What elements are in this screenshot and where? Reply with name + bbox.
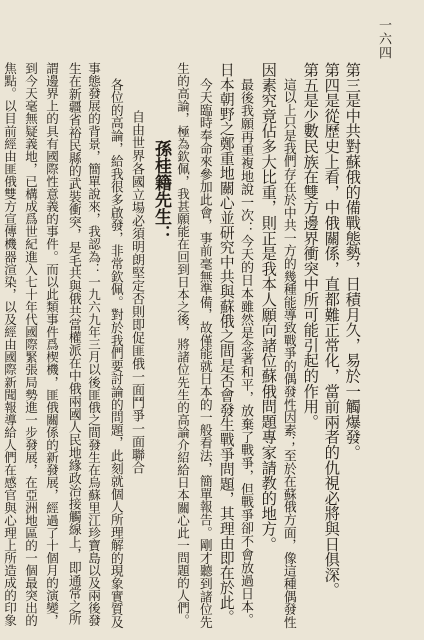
- text-column: 今天臨時奉命來參加此會，事前毫無準備，故僅能就日本的一般看法，簡單報告。剛才聽到諸位先: [196, 78, 212, 629]
- text-column: 最後我願再重複地說一次：今天的日本雖然是念著和平，放棄了戰爭，但戰爭卻不會放過日本。: [238, 78, 254, 627]
- section-heading: 孫桂籍先生：: [151, 140, 171, 242]
- section-subheading: 自由世界各國立場必須明朗堅定否則即促匪俄一面鬥爭一面聯合: [129, 110, 144, 474]
- text-column: 這以上只是我們存在於中共一方的幾種能導致戰爭的偶發性因素；至於在蘇俄方面，像這種偶發性: [280, 78, 296, 629]
- text-column: 第五是少數民族在雙方邊界衝突中所可能引起的作用。: [301, 62, 320, 430]
- text-column: 因素究竟佔多大比重，則正是我本人願向諸位蘇俄問題專家請教的地方。: [259, 62, 278, 552]
- text-column: 謂邊界上的具有國際性意義的事件。而以此類事件爲楔機，匪俄關係的新發展，經過了十個月的演變，: [44, 62, 60, 627]
- text-column: 焦點。以目前經由匪俄雙方宣傳機器渲染，以及經由國際新聞報導給人們在感官與心理上所造成的印象: [2, 62, 18, 627]
- text-column: 第三是中共對蘇俄的備戰態勢，日積月久，易於一觸爆發。: [343, 62, 362, 460]
- text-column: 生的高論，極為欽佩，我甚願能在回到日本之後，將諸位先生的高論介紹給日本關心此一問題的人們。: [175, 62, 191, 627]
- text-column: 日本朝野之鄭重地關心並研究中共與蘇俄之間是否會發生戰爭問題，其理由即在於此。: [217, 62, 235, 625]
- text-column: 到今天毫無疑義地，已構成爲世紀進入七十年代國際緊張局勢進一步發展，在亞洲地區的一個最突出的: [23, 62, 39, 627]
- page-number: 一六四: [376, 18, 391, 60]
- text-column: 生在新疆省裕民縣的武裝衝突，是毛共與俄共當權派在中俄兩國人民地緣政治接觸線上，即通常之所: [65, 62, 81, 626]
- text-column: 第四是從歷史上看，中俄關係，直都難正常化，當前兩者的仇視必將與日俱深。: [322, 62, 341, 598]
- text-column: 事態發展的背景，簡單說來，我認為：一九六九年三月以後匪俄之間發生在烏蘇里江珍寶島以及兩後發: [86, 62, 102, 627]
- text-column: 各位的高論，給我很多啟發，非常欽佩。對於我們要討論的問題，此刻就個人所理解的現象實質及: [107, 78, 123, 629]
